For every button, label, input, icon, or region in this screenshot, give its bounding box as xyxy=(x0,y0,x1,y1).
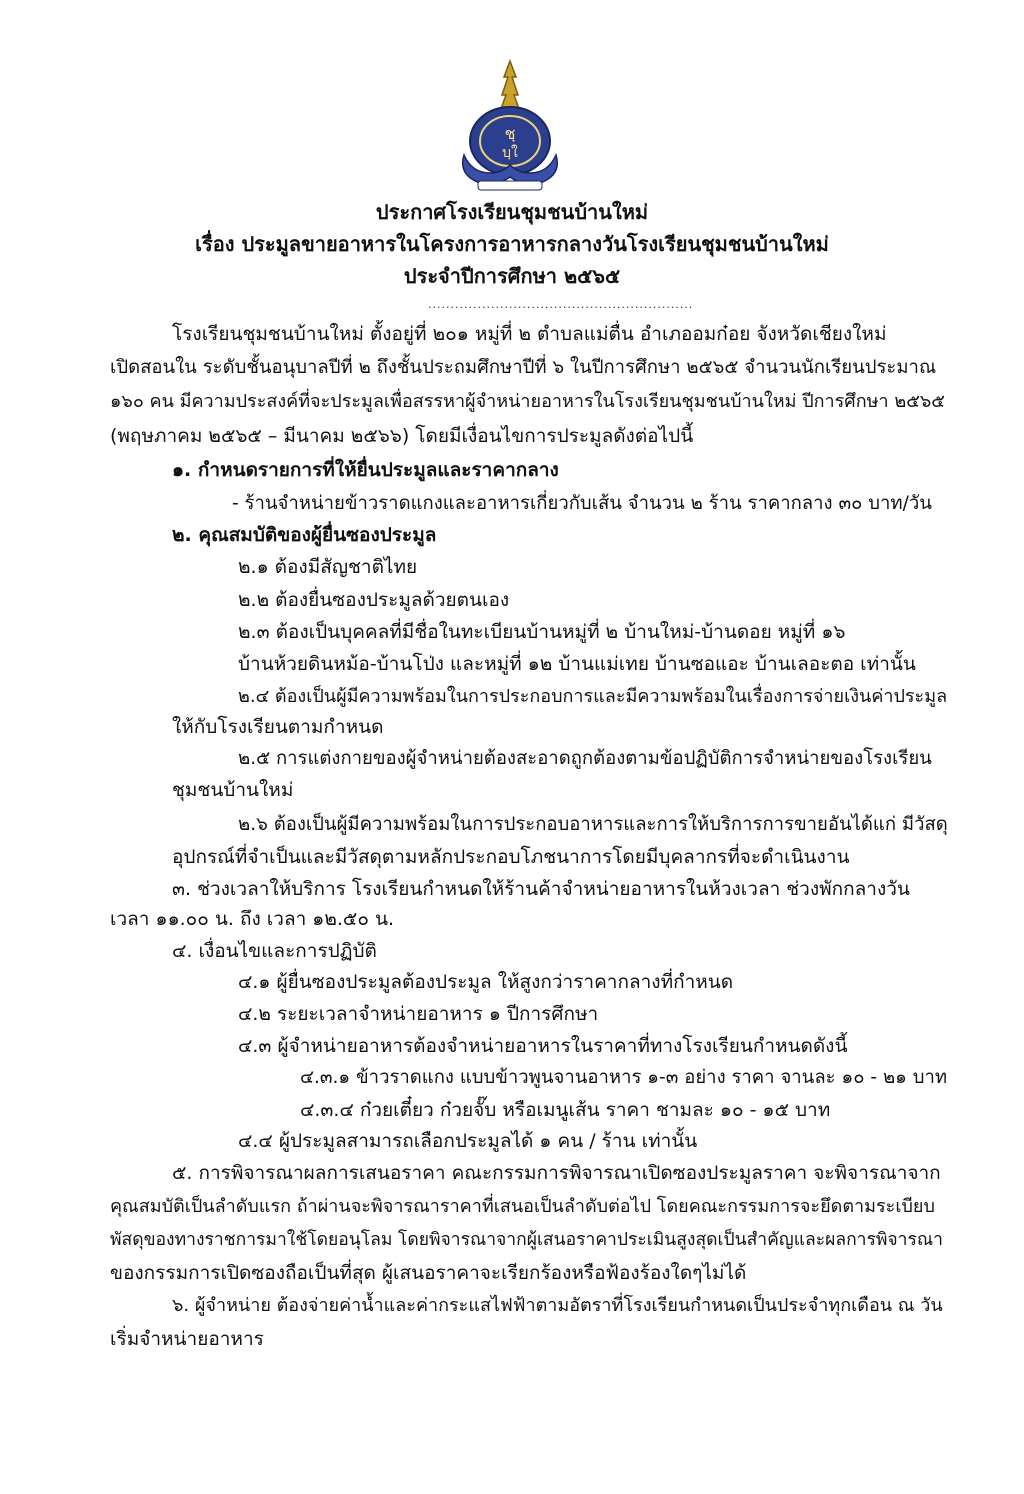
section-5-line-3: พัสดุของทางราชการมาใช้โดยอนุโลม โดยพิจารณาจากผู้เสนอราคาประเมินสูงสุดเป็นสำคัญและผลการพิจารณา xyxy=(110,1230,943,1250)
section-4-item-3-1: ๔.๓.๑ ข้าวราดแกง แบบข้าวพูนจานอาหาร ๑-๓ อย่าง ราคา จานละ ๑๐ - ๒๑ บาท xyxy=(300,1067,948,1088)
section-2-item-6-cont: อุปกรณ์ที่จำเป็นและมีวัสดุตามหลักประกอบโภชนาการโดยมีบุคลากรที่จะดำเนินงาน xyxy=(172,846,850,868)
intro-line-1: โรงเรียนชุมชนบ้านใหม่ ตั้งอยู่ที่ ๒๐๑ หมู่ที่ ๒ ตำบลแม่ตื่น อำเภออมก๋อย จังหวัดเชียงใหม่ xyxy=(172,323,887,345)
section-2-item-1: ๒.๑ ต้องมีสัญชาติไทย xyxy=(238,556,418,578)
section-2-item-6: ๒.๖ ต้องเป็นผู้มีความพร้อมในการประกอบอาหารและการให้บริการการขายอันได้แก่ มีวัสดุ xyxy=(238,814,948,835)
section-6-line-2: เริ่มจำหน่ายอาหาร xyxy=(110,1328,264,1350)
section-2-item-2: ๒.๒ ต้องยื่นซองประมูลด้วยตนเอง xyxy=(238,589,510,611)
section-2-item-4: ๒.๔ ต้องเป็นผู้มีความพร้อมในการประกอบการและมีความพร้อมในเรื่องการจ่ายเงินค่าประมูล xyxy=(238,686,948,707)
section-4-item-3-4: ๔.๓.๔ ก๋วยเตี๋ยว ก๋วยจั๊บ หรือเมนูเส้น ราคา ชามละ ๑๐ - ๑๕ บาท xyxy=(300,1099,831,1121)
section-5-line-2: คุณสมบัติเป็นลำดับแรก ถ้าผ่านจะพิจารณาราคาที่เสนอเป็นลำดับต่อไป โดยคณะกรรมการจะยึดตามระเบียบ xyxy=(110,1196,935,1217)
svg-text:บฺใ: บฺใ xyxy=(502,145,518,161)
section-2-heading: ๒. คุณสมบัติของผู้ยื่นซองประมูล xyxy=(172,524,437,546)
section-3-line-1: ๓. ช่วงเวลาให้บริการ โรงเรียนกำหนดให้ร้านค้าจำหน่ายอาหารในห้วงเวลา ช่วงพักกลางวัน xyxy=(172,878,910,900)
school-emblem-icon xyxy=(444,55,576,195)
section-1-heading: ๑. กำหนดรายการที่ให้ยื่นประมูลและราคากลาง xyxy=(172,459,559,481)
section-3-line-2: เวลา ๑๑.๐๐ น. ถึง เวลา ๑๒.๕๐ น. xyxy=(110,908,394,930)
intro-line-3: ๑๖๐ คน มีความประสงค์ที่จะประมูลเพื่อสรรหาผู้จำหน่ายอาหารในโรงเรียนชุมชนบ้านใหม่ ปีการศึกษา ๒๕๖๕ xyxy=(110,391,945,412)
section-5-line-1: ๕. การพิจารณาผลการเสนอราคา คณะกรรมการพิจารณาเปิดซองประมูลราคา จะพิจารณาจาก xyxy=(172,1162,941,1184)
svg-text:ชฺ: ชฺ xyxy=(504,124,516,143)
section-2-item-5: ๒.๕ การแต่งกายของผู้จำหน่ายต้องสะอาดถูกต้องตามข้อปฏิบัติการจำหน่ายของโรงเรียน xyxy=(238,748,932,769)
announcement-subject: เรื่อง ประมูลขายอาหารในโครงการอาหารกลางวันโรงเรียนชุมชนบ้านใหม่ xyxy=(195,232,829,256)
section-2-item-5-cont: ชุมชนบ้านใหม่ xyxy=(172,779,294,801)
announcement-year: ประจำปีการศึกษา ๒๕๖๕ xyxy=(403,264,621,288)
announcement-title: ประกาศโรงเรียนชุมชนบ้านใหม่ xyxy=(375,200,649,224)
intro-line-4: (พฤษภาคม ๒๕๖๕ – มีนาคม ๒๕๖๖) โดยมีเงื่อนไขการประมูลดังต่อไปนี้ xyxy=(110,425,694,447)
dotted-divider: ........................................................... xyxy=(428,298,694,311)
section-4-item-4: ๔.๔ ผู้ประมูลสามารถเลือกประมูลได้ ๑ คน / ร้าน เท่านั้น xyxy=(238,1130,698,1152)
section-5-line-4: ของกรรมการเปิดซองถือเป็นที่สุด ผู้เสนอราคาจะเรียกร้องหรือฟ้องร้องใดๆไม่ได้ xyxy=(110,1262,747,1284)
section-4-heading: ๔. เงื่อนไขและการปฏิบัติ xyxy=(172,940,377,962)
section-4-item-1: ๔.๑ ผู้ยื่นซองประมูลต้องประมูล ให้สูงกว่าราคากลางที่กำหนด xyxy=(238,971,734,993)
section-2-item-3-cont: บ้านห้วยดินหม้อ-บ้านโป่ง และหมู่ที่ ๑๒ บ้านแม่เทย บ้านซอแอะ บ้านเลอะตอ เท่านั้น xyxy=(238,653,916,675)
section-6-line-1: ๖. ผู้จำหน่าย ต้องจ่ายค่าน้ำและค่ากระแสไฟฟ้าตามอัตราที่โรงเรียนกำหนดเป็นประจำทุกเดือน ณ วัน xyxy=(172,1295,943,1316)
section-4-item-2: ๔.๒ ระยะเวลาจำหน่ายอาหาร ๑ ปีการศึกษา xyxy=(238,1003,599,1025)
section-4-item-3: ๔.๓ ผู้จำหน่ายอาหารต้องจำหน่ายอาหารในราคาที่ทางโรงเรียนกำหนดดังนี้ xyxy=(238,1035,848,1057)
section-2-item-3: ๒.๓ ต้องเป็นบุคคลที่มีชื่อในทะเบียนบ้านหมู่ที่ ๒ บ้านใหม่-บ้านดอย หมู่ที่ ๑๖ xyxy=(238,621,846,643)
intro-line-2: เปิดสอนใน ระดับชั้นอนุบาลปีที่ ๒ ถึงชั้นประถมศึกษาปีที่ ๖ ในปีการศึกษา ๒๕๖๕ จำนวนนักเรียนประมาณ xyxy=(110,357,937,378)
section-2-item-4-cont: ให้กับโรงเรียนตามกำหนด xyxy=(172,716,384,738)
section-1-item: - ร้านจำหน่ายข้าวราดแกงและอาหารเกี่ยวกับเส้น จำนวน ๒ ร้าน ราคากลาง ๓๐ บาท/วัน xyxy=(232,493,932,514)
